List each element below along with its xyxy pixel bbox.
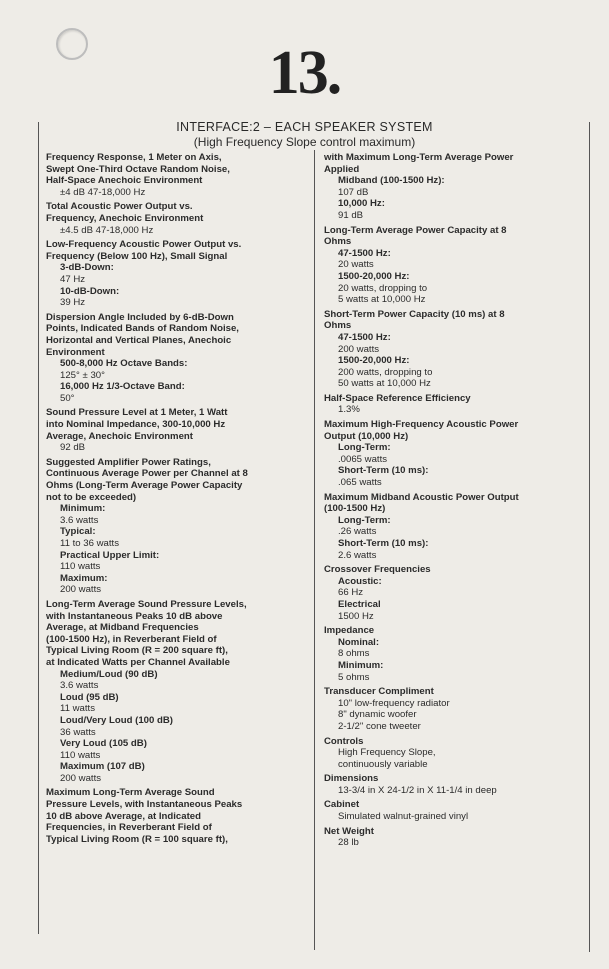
spec-column-right xyxy=(324,152,584,849)
spec-heading: Frequencies, in Reverberant Field of xyxy=(46,822,212,834)
spec-value: 10,000 Hz: xyxy=(338,198,385,210)
spec-heading: at Indicated Watts per Channel Available xyxy=(46,656,230,668)
spec-heading: Typical Living Room (R = 100 square ft), xyxy=(46,833,228,845)
spec-heading: Average, at Midband Frequencies xyxy=(46,622,199,634)
spec-heading: Points, Indicated Bands of Random Noise, xyxy=(46,323,239,335)
spec-heading: Controls xyxy=(324,735,364,747)
spec-value: 10-dB-Down: xyxy=(60,285,120,297)
spec-heading: Frequency Response, 1 Meter on Axis, xyxy=(46,152,222,163)
spec-value: Short-Term (10 ms): xyxy=(338,538,429,549)
spec-value: Minimum: xyxy=(338,659,384,671)
spec-value: 200 watts, dropping to xyxy=(338,366,433,378)
spec-heading: Short-Term Power Capacity (10 ms) at 8 xyxy=(324,308,505,320)
page-number: 13. xyxy=(268,39,341,107)
spec-heading: Continuous Average Power per Channel at 8 xyxy=(46,468,248,480)
spec-value: 2-1/2" cone tweeter xyxy=(338,720,421,732)
spec-value: 50 watts at 10,000 Hz xyxy=(338,378,431,390)
spec-column-left xyxy=(46,152,306,845)
spec-value: Maximum: xyxy=(60,572,108,584)
spec-value: 107 dB xyxy=(338,186,369,198)
spec-value: 3.6 watts xyxy=(60,514,99,526)
right-rule xyxy=(589,122,590,952)
spec-heading: Dispersion Angle Included by 6-dB-Down xyxy=(46,311,234,323)
spec-heading: Swept One-Third Octave Random Noise, xyxy=(46,163,230,175)
spec-value: 91 dB xyxy=(338,209,364,221)
spec-value: Simulated walnut-grained vinyl xyxy=(338,811,469,823)
spec-value: 39 Hz xyxy=(60,297,86,309)
spec-value: Midband (100-1500 Hz): xyxy=(338,175,445,187)
spec-value: continuously variable xyxy=(338,758,428,770)
spec-value: 1500 Hz xyxy=(338,610,374,622)
spec-value: Electrical xyxy=(338,598,381,610)
spec-value: Medium/Loud (90 dB) xyxy=(60,668,158,680)
page-title: INTERFACE:2 – EACH SPEAKER SYSTEM xyxy=(176,120,433,134)
spec-heading: Half-Space Reference Efficiency xyxy=(324,392,471,404)
spec-heading: Environment xyxy=(46,346,105,358)
spec-heading: Suggested Amplifier Power Ratings, xyxy=(46,456,211,468)
spec-value: 66 Hz xyxy=(338,587,364,599)
spec-value: 8 ohms xyxy=(338,648,370,660)
spec-heading: Ohms xyxy=(324,236,352,248)
spec-heading: Long-Term Average Power Capacity at 8 xyxy=(324,224,507,236)
spec-value: 110 watts xyxy=(60,561,101,573)
spec-heading: Maximum Long-Term Average Sound xyxy=(46,787,215,799)
spec-value: .065 watts xyxy=(338,477,382,489)
spec-heading: Output (10,000 Hz) xyxy=(324,430,409,442)
spec-value: 47 Hz xyxy=(60,273,86,285)
spec-heading: Ohms (Long-Term Average Power Capacity xyxy=(46,480,243,492)
spec-heading: Dimensions xyxy=(324,773,379,785)
spec-heading: Net Weight xyxy=(324,825,374,837)
spec-value: Loud/Very Loud (100 dB) xyxy=(60,714,174,726)
spec-heading: (100-1500 Hz) xyxy=(324,503,386,515)
page-subtitle: (High Frequency Slope control maximum) xyxy=(193,135,416,149)
center-rule xyxy=(314,150,315,950)
spec-heading: Frequency, Anechoic Environment xyxy=(46,212,204,224)
spec-value: 10" low-frequency radiator xyxy=(338,697,450,709)
spec-heading: with Maximum Long-Term Average Power xyxy=(324,152,514,163)
spec-heading: Impedance xyxy=(324,625,375,637)
spec-value: ±4.5 dB 47-18,000 Hz xyxy=(60,224,154,236)
spec-heading: Low-Frequency Acoustic Power Output vs. xyxy=(46,239,242,251)
spec-value: 5 watts at 10,000 Hz xyxy=(338,294,426,306)
spec-value: 47-1500 Hz: xyxy=(338,247,391,259)
spec-heading: Sound Pressure Level at 1 Meter, 1 Watt xyxy=(46,407,228,419)
spec-heading: Transducer Compliment xyxy=(324,686,434,698)
spec-value: Practical Upper Limit: xyxy=(60,549,160,561)
spec-value: 200 watts xyxy=(60,772,102,784)
spec-value: Nominal: xyxy=(338,636,380,648)
spec-heading: into Nominal Impedance, 300-10,000 Hz xyxy=(46,419,226,431)
spec-heading: Long-Term Average Sound Pressure Levels, xyxy=(46,598,247,610)
spec-value: Very Loud (105 dB) xyxy=(60,738,147,750)
spec-value: 47-1500 Hz: xyxy=(338,331,391,343)
spec-value: 50° xyxy=(60,392,75,404)
spec-value: Acoustic: xyxy=(338,575,382,587)
spec-heading: Average, Anechoic Environment xyxy=(46,430,193,442)
spec-value: 200 watts xyxy=(60,584,102,596)
spec-value: Maximum (107 dB) xyxy=(60,761,145,773)
spec-value: .0065 watts xyxy=(338,453,388,465)
spec-value: High Frequency Slope, xyxy=(338,747,436,759)
spec-value: Short-Term (10 ms): xyxy=(338,465,429,477)
spec-value: 1500-20,000 Hz: xyxy=(338,270,410,282)
spec-value: 110 watts xyxy=(60,749,101,761)
spec-heading: with Instantaneous Peaks 10 dB above xyxy=(46,610,223,622)
spec-value: Loud (95 dB) xyxy=(60,691,119,703)
spec-value: 2.6 watts xyxy=(338,549,377,561)
spec-value: ±4 dB 47-18,000 Hz xyxy=(60,186,146,198)
spec-heading: Horizontal and Vertical Planes, Anechoic xyxy=(46,334,232,346)
spec-value: 13-3/4 in X 24-1/2 in X 11-1/4 in deep xyxy=(338,784,497,796)
spec-value: 28 lb xyxy=(338,837,359,849)
spec-value: 20 watts xyxy=(338,259,374,271)
spec-heading: Frequency (Below 100 Hz), Small Signal xyxy=(46,250,228,262)
spec-value: 11 to 36 watts xyxy=(60,538,120,549)
left-rule xyxy=(38,122,39,934)
spec-value: 8" dynamic woofer xyxy=(338,709,417,721)
spec-value: 500-8,000 Hz Octave Bands: xyxy=(60,358,188,370)
spec-value: 1.3% xyxy=(338,404,360,416)
spec-value: 5 ohms xyxy=(338,671,370,683)
spec-value: Long-Term: xyxy=(338,514,391,526)
spec-value: 3.6 watts xyxy=(60,680,99,692)
spec-heading: Typical Living Room (R = 200 square ft), xyxy=(46,645,228,657)
spec-value: Typical: xyxy=(60,526,96,538)
spec-heading: Maximum Midband Acoustic Power Output xyxy=(324,491,519,503)
spec-value: 20 watts, dropping to xyxy=(338,282,428,294)
spec-value: 1500-20,000 Hz: xyxy=(338,355,410,367)
spec-value: 125° ± 30° xyxy=(60,369,105,381)
spec-heading: Half-Space Anechoic Environment xyxy=(46,175,203,187)
spec-heading: Total Acoustic Power Output vs. xyxy=(46,201,193,213)
spec-heading: Pressure Levels, with Instantaneous Peaks xyxy=(46,799,243,811)
spec-heading: Maximum High-Frequency Acoustic Power xyxy=(324,419,519,431)
spec-value: 16,000 Hz 1/3-Octave Band: xyxy=(60,381,185,393)
spec-heading: (100-1500 Hz), in Reverberant Field of xyxy=(46,633,217,645)
spec-value: 3-dB-Down: xyxy=(60,262,114,274)
spec-heading: Crossover Frequencies xyxy=(324,564,431,576)
spec-value: Minimum: xyxy=(60,503,106,515)
spec-value: Long-Term: xyxy=(338,442,391,454)
spec-value: 92 dB xyxy=(60,442,86,454)
spec-heading: Cabinet xyxy=(324,799,360,811)
spec-heading: not to be exceeded) xyxy=(46,491,137,503)
spec-value: 11 watts xyxy=(60,703,96,715)
spec-heading: Applied xyxy=(324,163,360,175)
spec-value: 200 watts xyxy=(338,343,380,355)
spec-value: 36 watts xyxy=(60,726,96,738)
spec-value: .26 watts xyxy=(338,526,377,538)
spec-heading: Ohms xyxy=(324,320,352,332)
spec-heading: 10 dB above Average, at Indicated xyxy=(46,810,201,822)
